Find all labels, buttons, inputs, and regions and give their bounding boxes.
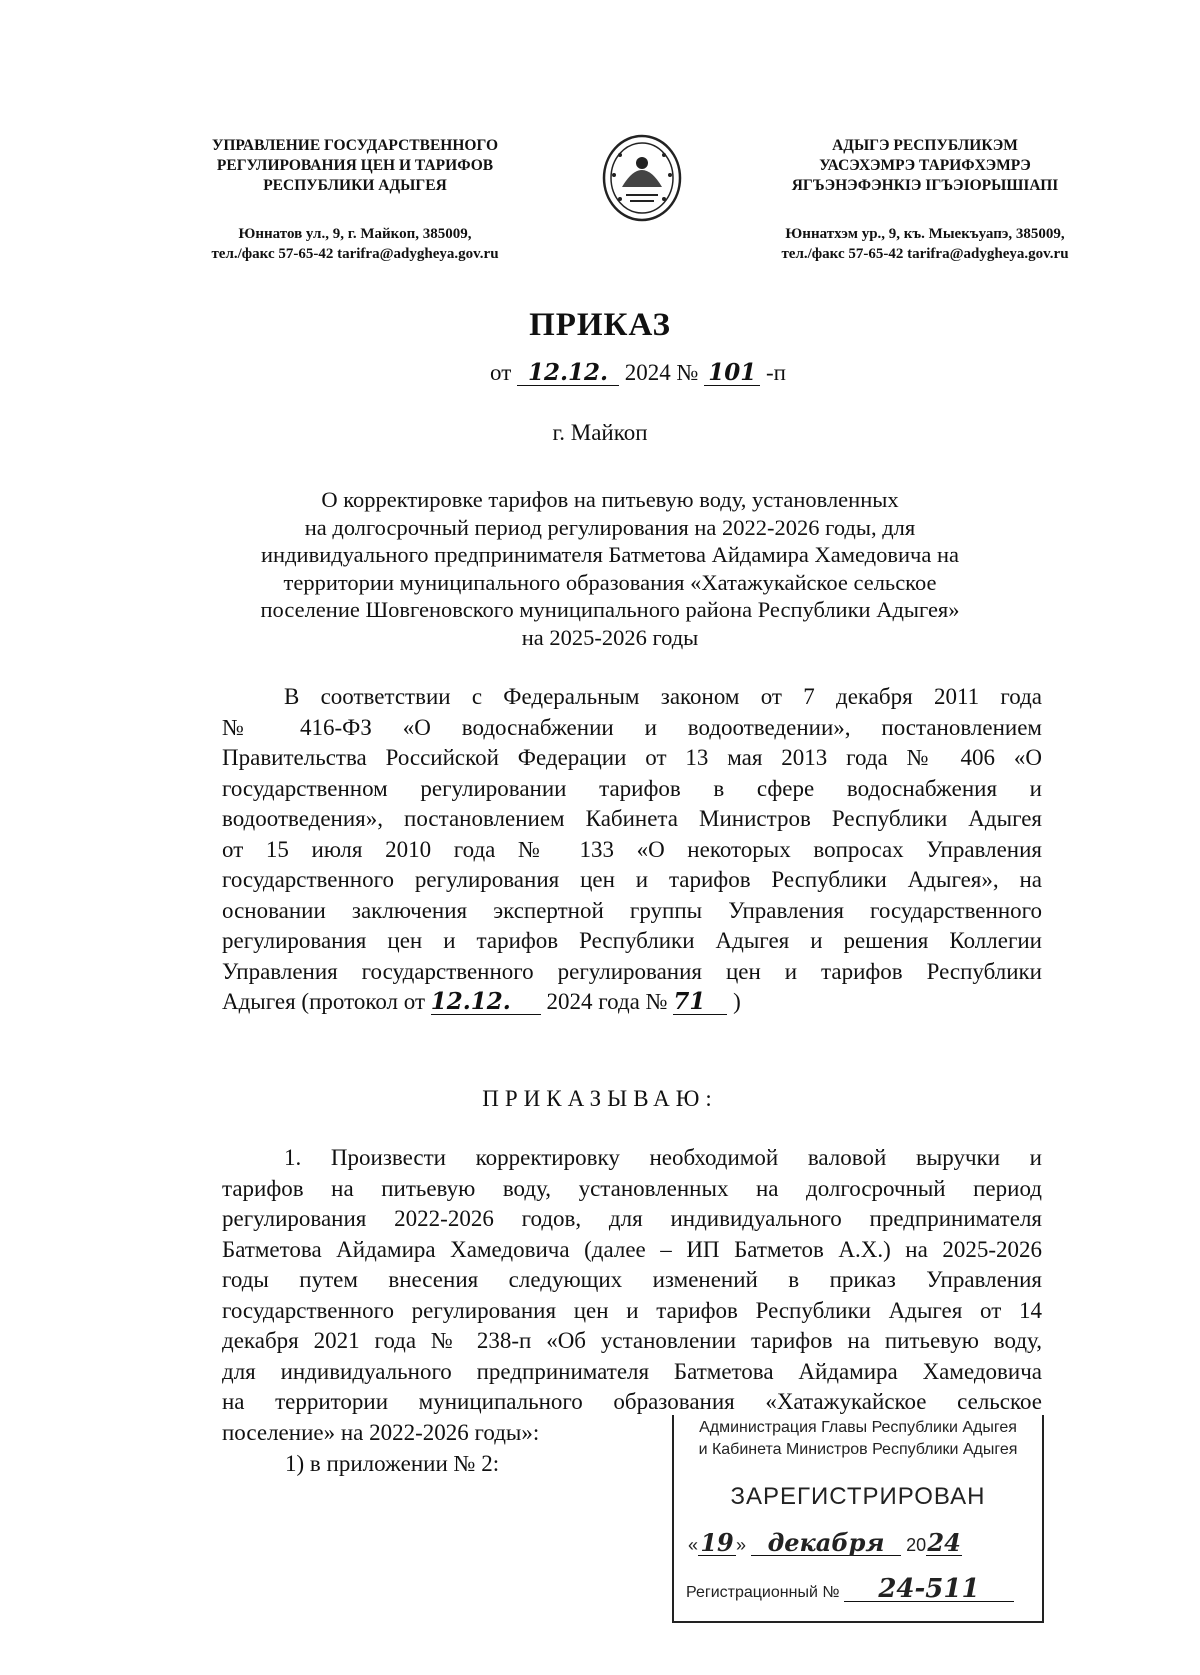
protocol-mid: 2024 года № <box>546 989 668 1014</box>
emblem-icon <box>600 133 684 223</box>
stamp-reg-label: Регистрационный № <box>686 1584 840 1601</box>
handwritten-number: 101 <box>704 361 760 386</box>
item-line: государственного регулирования цен и тарифов Республики Адыгея от 14 <box>222 1297 1042 1323</box>
city: г. Майкоп <box>552 420 648 445</box>
stamp-year-prefix: 20 <box>906 1535 927 1555</box>
preamble-line: основании заключения экспертной группы Управления государственного <box>222 897 1042 923</box>
address-line: Юннатов ул., 9, г. Майкоп, 385009, <box>238 226 472 242</box>
preamble-line: Правительства Российской Федерации от 13 мая 2013 года № 406 «О <box>222 745 1042 770</box>
doc-subject <box>230 486 990 651</box>
item-line: на территории муниципального образования «Хатажукайское сельское <box>222 1389 1042 1414</box>
stamp-date-line: «19 » декабря 2024 <box>688 1528 961 1557</box>
subject-line: территории муниципального образования «Хатажукайское сельское <box>283 569 937 595</box>
stamp-line: Администрация Главы Республики Адыгея <box>699 1419 1017 1436</box>
stamp-reg-line <box>686 1574 1036 1604</box>
stamp-year: 24 <box>927 1528 961 1557</box>
item-1 <box>222 1143 1042 1418</box>
preamble-last-line <box>222 987 1042 1018</box>
subject-line: на долгосрочный период регулирования на 2022-2026 годы, для <box>304 514 916 540</box>
stamp-line: и Кабинета Министров Республики Адыгея <box>698 1441 1018 1458</box>
item-line: Батметова Айдамира Хамедовича (далее – ИП Батметов А.Х.) на 2025-2026 <box>222 1236 1042 1262</box>
order-word: ПРИКАЗЫВАЮ: <box>482 1086 718 1111</box>
protocol-number: 71 <box>673 990 727 1015</box>
header-right-address <box>720 224 1130 264</box>
item-line: годы путем внесения следующих изменений в приказ Управления <box>222 1267 1042 1292</box>
header-right <box>735 136 1115 196</box>
registration-stamp <box>672 1415 1044 1623</box>
preamble-line: Управления государственного регулирования цен и тарифов Республики <box>222 958 1042 984</box>
preamble-line: водоотведения», постановлением Кабинета Министров Республики Адыгея <box>222 806 1042 831</box>
preamble-line: регулирования цен и тарифов Республики Адыгея и решения Коллегии <box>222 928 1042 953</box>
contact-line: тел./факс 57-65-42 tarifra@adygheya.gov.ru <box>781 246 1069 262</box>
preamble-line: государственном регулировании тарифов в сфере водоснабжения и <box>222 775 1042 801</box>
stamp-day: 19 <box>698 1531 736 1556</box>
protocol-prefix: Адыгея (протокол от <box>222 989 426 1014</box>
stamp-registered: ЗАРЕГИСТРИРОВАН <box>730 1483 986 1510</box>
preamble-line: от 15 июля 2010 года № 133 «О некоторых вопросах Управления <box>222 836 1042 862</box>
item-line: для индивидуального предпринимателя Батметова Айдамира Хамедовича <box>222 1358 1042 1384</box>
header-left-address <box>150 224 560 264</box>
from-prefix: от <box>490 360 512 385</box>
subject-line: О корректировке тарифов на питьевую воду, установленных <box>321 487 899 512</box>
address-line: Юннатхэм ур., 9, къ. Мыекъуапэ, 385009, <box>785 226 1065 242</box>
doc-suffix: -п <box>765 360 786 385</box>
preamble-line: В соответствии с Федеральным законом от 7 декабря 2011 года <box>284 684 1042 709</box>
handwritten-date: 12.12. <box>517 361 619 386</box>
header-right-line: ЯГЪЭНЭФЭНКIЭ IГЪЭIОРЫШIАПI <box>791 177 1059 194</box>
header-left-line: УПРАВЛЕНИЕ ГОСУДАРСТВЕННОГО <box>211 137 499 154</box>
subject-line: индивидуального предпринимателя Батметова Айдамира Хамедовича на <box>261 542 959 567</box>
item-line: 1. Произвести корректировку необходимой валовой выручки и <box>284 1145 1042 1170</box>
stamp-month: декабря <box>751 1531 901 1556</box>
subject-line: поселение Шовгеновского муниципального района Республики Адыгея» <box>260 597 960 622</box>
sub-item: 1) в приложении № 2: <box>285 1451 500 1476</box>
header-left-line: РЕСПУБЛИКИ АДЫГЕЯ <box>263 177 447 194</box>
header-left-line: РЕГУЛИРОВАНИЯ ЦЕН И ТАРИФОВ <box>216 157 494 174</box>
stamp-reg-number: 24-511 <box>844 1577 1014 1602</box>
contact-line: тел./факс 57-65-42 tarifra@adygheya.gov.ru <box>211 246 499 262</box>
item-line: регулирования 2022-2026 годов, для индивидуального предпринимателя <box>222 1206 1042 1231</box>
item-last-line: поселение» на 2022-2026 годы»: <box>222 1420 540 1445</box>
header-right-line: АДЫГЭ РЕСПУБЛИКЭМ <box>832 137 1018 154</box>
protocol-date: 12.12. <box>431 990 541 1015</box>
protocol-suffix: ) <box>733 989 741 1014</box>
doc-number-line <box>490 360 786 386</box>
preamble <box>222 682 1042 1018</box>
doc-title: ПРИКАЗ <box>529 307 671 343</box>
preamble-line: государственного регулирования цен и тарифов Республики Адыгея», на <box>222 867 1042 892</box>
doc-year: 2024 № <box>624 360 699 385</box>
preamble-line: № 416-ФЗ «О водоснабжении и водоотведении», постановлением <box>222 714 1042 740</box>
item-line: тарифов на питьевую воду, установленных на долгосрочный период <box>222 1175 1042 1201</box>
subject-line: на 2025-2026 годы <box>521 624 699 650</box>
item-line: декабря 2021 года № 238-п «Об установлении тарифов на питьевую воду, <box>222 1328 1042 1353</box>
header-right-line: УАСЭХЭМРЭ ТАРИФХЭМРЭ <box>819 157 1031 174</box>
header-left <box>165 136 545 196</box>
